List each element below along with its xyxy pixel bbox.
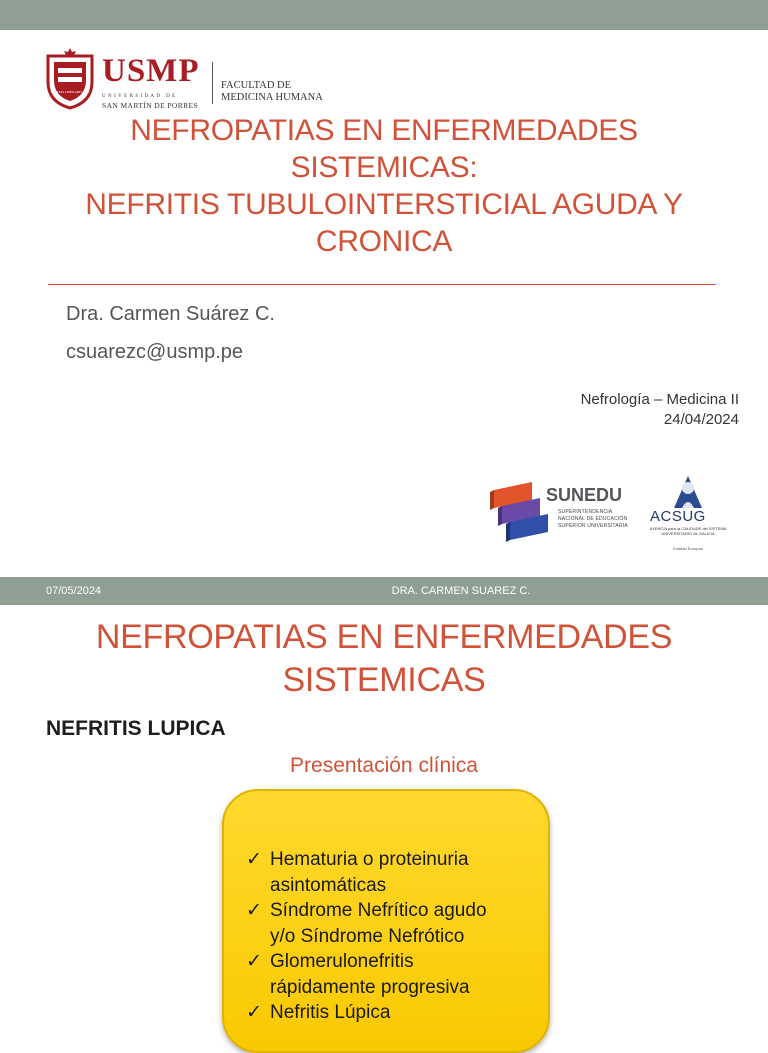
checkmark-icon: ✓: [246, 1002, 262, 1023]
faculty-name: [221, 80, 323, 104]
acsug-tagline: Entidad Europea: [673, 546, 703, 551]
section-heading: NEFRITIS LUPICA: [46, 717, 226, 740]
checkmark-icon: ✓: [246, 900, 262, 921]
clinical-presentation-list: [246, 847, 536, 1026]
presentation-date: 24/04/2024: [663, 411, 739, 428]
list-item-line: y/o Síndrome Nefrótico: [270, 925, 465, 947]
sunedu-subtitle: [558, 509, 628, 530]
usmp-logo-name: USMP: [102, 53, 200, 89]
list-item-line: Nefritis Lúpica: [270, 1002, 391, 1023]
acsug-subtitle: [640, 526, 736, 536]
crest-motto: VERITAS LIBERABIT VOS: [50, 90, 90, 94]
sunedu-sub-line2: NACIONAL DE EDUCACIÓN: [558, 516, 628, 522]
slide2-title-line1: NEFROPATIAS EN ENFERMEDADES: [95, 618, 673, 656]
list-item-line: Hematuria o proteinuria: [270, 849, 469, 870]
list-item-line: Síndrome Nefrítico agudo: [270, 900, 487, 921]
presenter-email: csuarezc@usmp.pe: [66, 341, 244, 363]
slide1-title: [30, 112, 738, 260]
clinical-presentation-heading: Presentación clínica: [290, 754, 478, 777]
acsug-logo-icon: [668, 474, 708, 510]
top-band: [0, 0, 768, 30]
title-rule: [48, 284, 716, 285]
slide1-title-line2: SISTEMICAS:: [290, 151, 478, 184]
faculty-line2: MEDICINA HUMANA: [221, 92, 323, 103]
slide1-title-line1: NEFROPATIAS EN ENFERMEDADES: [130, 114, 638, 147]
acsug-name: ACSUG: [650, 508, 706, 525]
slide1-title-line3: NEFRITIS TUBULOINTERSTICIAL AGUDA Y: [85, 188, 683, 221]
course-name: Nefrología – Medicina II: [580, 391, 739, 408]
usmp-crest-icon: [44, 46, 96, 110]
usmp-subtitle-line1: U N I V E R S I D A D D E: [102, 94, 176, 99]
slide2-title-line2: SISTEMICAS: [282, 661, 486, 699]
slide1-title-line4: CRONICA: [315, 225, 453, 258]
list-item-line: Glomerulonefritis: [270, 951, 414, 972]
sunedu-sub-line1: SUPERINTENDENCIA: [558, 509, 613, 515]
checkmark-icon: ✓: [246, 849, 262, 870]
logo-divider: [212, 62, 213, 104]
faculty-line1: FACULTAD DE: [221, 80, 292, 91]
list-item-line: rápidamente progresiva: [270, 976, 470, 998]
checkmark-icon: ✓: [246, 951, 262, 972]
acsug-sub-line1: AXENCIA para la CALIDADE del SISTEMA: [649, 526, 727, 531]
list-item: [246, 898, 536, 949]
footer-author: DRA. CARMEN SUAREZ C.: [391, 585, 531, 597]
acsug-sub-line2: UNIVERSITARIO de GALICIA: [661, 531, 715, 536]
course-info: [581, 390, 739, 430]
footer-date: 07/05/2024: [46, 585, 102, 597]
usmp-logo-subtitle: [102, 92, 198, 110]
slide2-title: [30, 616, 738, 702]
list-item-line: asintomáticas: [270, 874, 387, 896]
usmp-subtitle-line2: SAN MARTÍN DE PORRES: [102, 101, 199, 110]
list-item: [246, 1000, 536, 1026]
list-item: [246, 847, 536, 898]
sunedu-sub-line3: SUPERIOR UNIVERSITARIA: [558, 523, 628, 529]
sunedu-name: SUNEDU: [546, 485, 623, 505]
list-item: [246, 949, 536, 1000]
sunedu-logo-icon: [488, 478, 550, 548]
presenter-name: Dra. Carmen Suárez C.: [66, 303, 275, 325]
